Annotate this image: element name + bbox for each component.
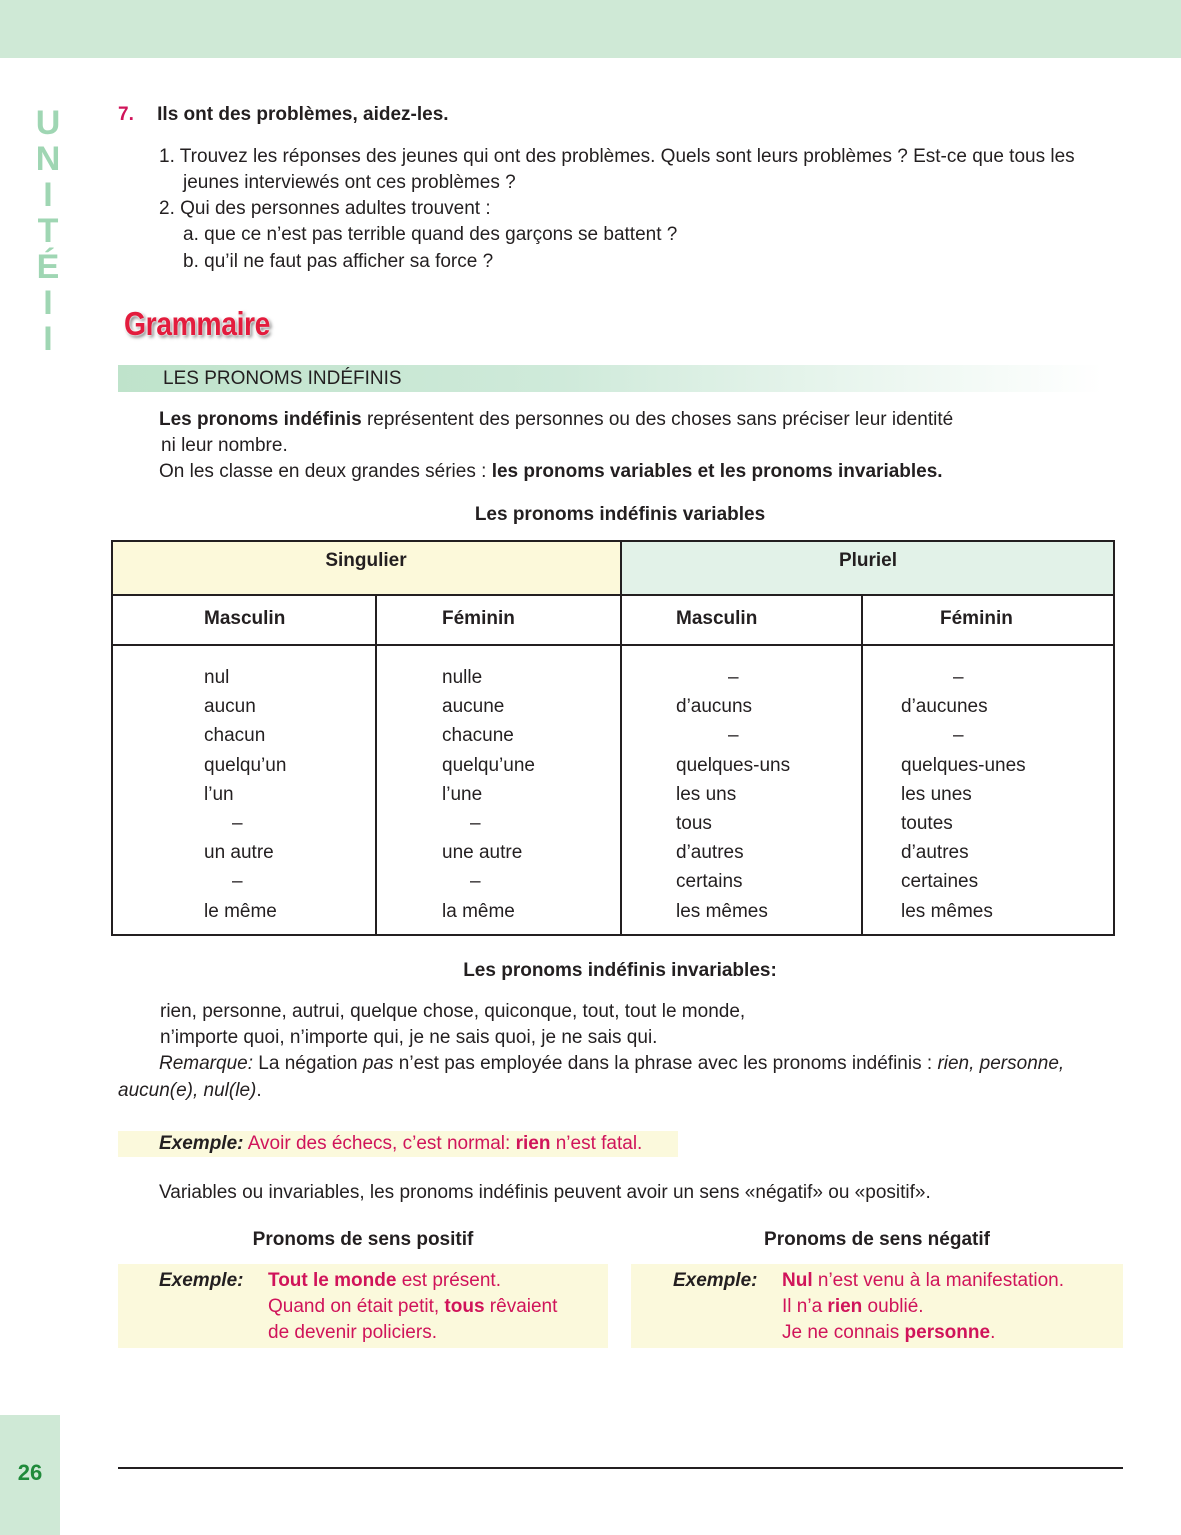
table-border-right (1113, 540, 1115, 936)
table-cell: chacune (442, 725, 514, 747)
table-cell: chacun (204, 725, 266, 747)
table-cell: les mêmes (901, 900, 993, 922)
exercise-line-5: b. qu’il ne faut pas afficher sa force ? (183, 251, 494, 272)
grammar-heading: Grammaire (124, 305, 270, 342)
table-cell: d’aucuns (676, 696, 753, 718)
table-cell: – (232, 812, 243, 834)
table-cell: quelqu’une (442, 754, 535, 776)
intro-line-2: ni leur nombre. (161, 435, 288, 456)
table-cell: le même (204, 900, 277, 922)
invariables-line-2: n’importe quoi, n’importe qui, je ne sais quoi, je ne sais qui. (160, 1027, 658, 1048)
table-cell: tous (676, 812, 712, 834)
pluriel-header: Pluriel (838, 550, 898, 571)
negative-title: Pronoms de sens négatif (764, 1229, 990, 1250)
table-cell: les mêmes (676, 900, 768, 922)
section-title: LES PRONOMS INDÉFINIS (163, 368, 402, 389)
top-band (0, 0, 1181, 58)
table-cell: un autre (204, 842, 274, 864)
table-divider-plur (861, 594, 863, 936)
page-number: 26 (17, 1460, 43, 1485)
table-border-left (111, 540, 113, 936)
negative-example-label: Exemple: (673, 1270, 758, 1291)
col-head-sing-fem: Féminin (442, 608, 515, 629)
positive-line-2: Quand on était petit, tous rêvaient (268, 1296, 558, 1317)
exercise-line-1: 1. Trouvez les réponses des jeunes qui ont des problèmes. Quels sont leurs problèmes ? Est-ce que tous les (159, 146, 1075, 167)
table-cell: les uns (676, 783, 737, 805)
variables-title: Les pronoms indéfinis variables (474, 504, 766, 525)
table-cell: d’autres (901, 842, 969, 864)
col-items-sing-fem (442, 663, 535, 926)
table-cell: – (728, 725, 739, 747)
table-cell: quelques-uns (676, 754, 791, 776)
table-cell: une autre (442, 842, 523, 864)
invariables-title: Les pronoms indéfinis invariables: (463, 960, 777, 981)
positive-line-1: Tout le monde est présent. (268, 1270, 501, 1291)
table-cell: d’aucunes (901, 696, 988, 718)
unit-label: U N I T É I I (35, 104, 61, 358)
table-cell: quelqu’un (204, 754, 287, 776)
table-cell: l’un (204, 783, 234, 805)
positive-line-3: de devenir policiers. (268, 1322, 437, 1343)
table-cell: les unes (901, 783, 972, 805)
table-cell: d’autres (676, 842, 744, 864)
table-cell: nul (204, 667, 230, 688)
table-cell: – (232, 871, 243, 893)
sense-line: Variables ou invariables, les pronoms indéfinis peuvent avoir un sens «négatif» ou «positif». (159, 1182, 931, 1203)
exercise-number: 7. (118, 104, 134, 125)
table-cell: aucune (442, 696, 505, 718)
table-rule-1 (111, 594, 1115, 596)
col-items-plur-fem (901, 663, 1026, 926)
singulier-header: Singulier (325, 550, 407, 571)
exercise-line-4: a. que ce n’est pas terrible quand des garçons se battent ? (183, 224, 678, 245)
positive-title: Pronoms de sens positif (252, 1229, 474, 1250)
table-cell: – (728, 667, 739, 688)
table-cell: certaines (901, 871, 979, 893)
intro-line-3: On les classe en deux grandes séries : les pronoms variables et les pronoms invariables. (159, 461, 943, 482)
remark-line-2: aucun(e), nul(le). (118, 1080, 262, 1101)
col-items-sing-masc (204, 663, 286, 926)
table-divider-sing (375, 594, 377, 936)
remark-line-1: Remarque: La négation pas n’est pas employée dans la phrase avec les pronoms indéfinis : rien, personne, (159, 1053, 1065, 1074)
table-border-bottom (111, 934, 1115, 936)
table-cell: la même (442, 900, 515, 922)
positive-example-label: Exemple: (159, 1270, 244, 1291)
table-cell: – (953, 667, 964, 688)
col-head-sing-masc: Masculin (204, 608, 286, 629)
negative-line-3: Je ne connais personne. (782, 1322, 996, 1343)
exercise-heading (118, 102, 449, 128)
negative-line-1: Nul n’est venu à la manifestation. (782, 1270, 1064, 1291)
table-cell: nulle (442, 667, 483, 688)
invariables-line-1: rien, personne, autrui, quelque chose, quiconque, tout, tout le monde, (160, 1001, 746, 1022)
table-divider-main (620, 540, 622, 936)
exercise-line-3: 2. Qui des personnes adultes trouvent : (159, 198, 491, 219)
exercise-line-2: jeunes interviewés ont ces problèmes ? (183, 172, 516, 193)
table-cell: certains (676, 871, 743, 893)
footer-rule (118, 1467, 1123, 1469)
pronouns-table (111, 540, 1115, 936)
table-cell: toutes (901, 812, 953, 834)
table-cell: – (470, 812, 481, 834)
col-head-plur-fem: Féminin (940, 608, 1013, 629)
table-cell: quelques-unes (901, 754, 1026, 776)
intro-line-1: Les pronoms indéfinis représentent des personnes ou des choses sans préciser leur identité (159, 409, 954, 430)
table-border-top (111, 540, 1115, 542)
exercise-title: Ils ont des problèmes, aidez-les. (157, 104, 449, 125)
table-cell: l’une (442, 783, 483, 805)
table-rule-2 (111, 644, 1115, 646)
table-cell: aucun (204, 696, 256, 718)
col-head-plur-masc: Masculin (676, 608, 758, 629)
negative-line-2: Il n’a rien oublié. (782, 1296, 924, 1317)
col-items-plur-masc (676, 663, 790, 926)
example-line: Exemple: Avoir des échecs, c’est normal: rien n’est fatal. (159, 1133, 643, 1154)
table-cell: – (470, 871, 481, 893)
table-cell: – (953, 725, 964, 747)
